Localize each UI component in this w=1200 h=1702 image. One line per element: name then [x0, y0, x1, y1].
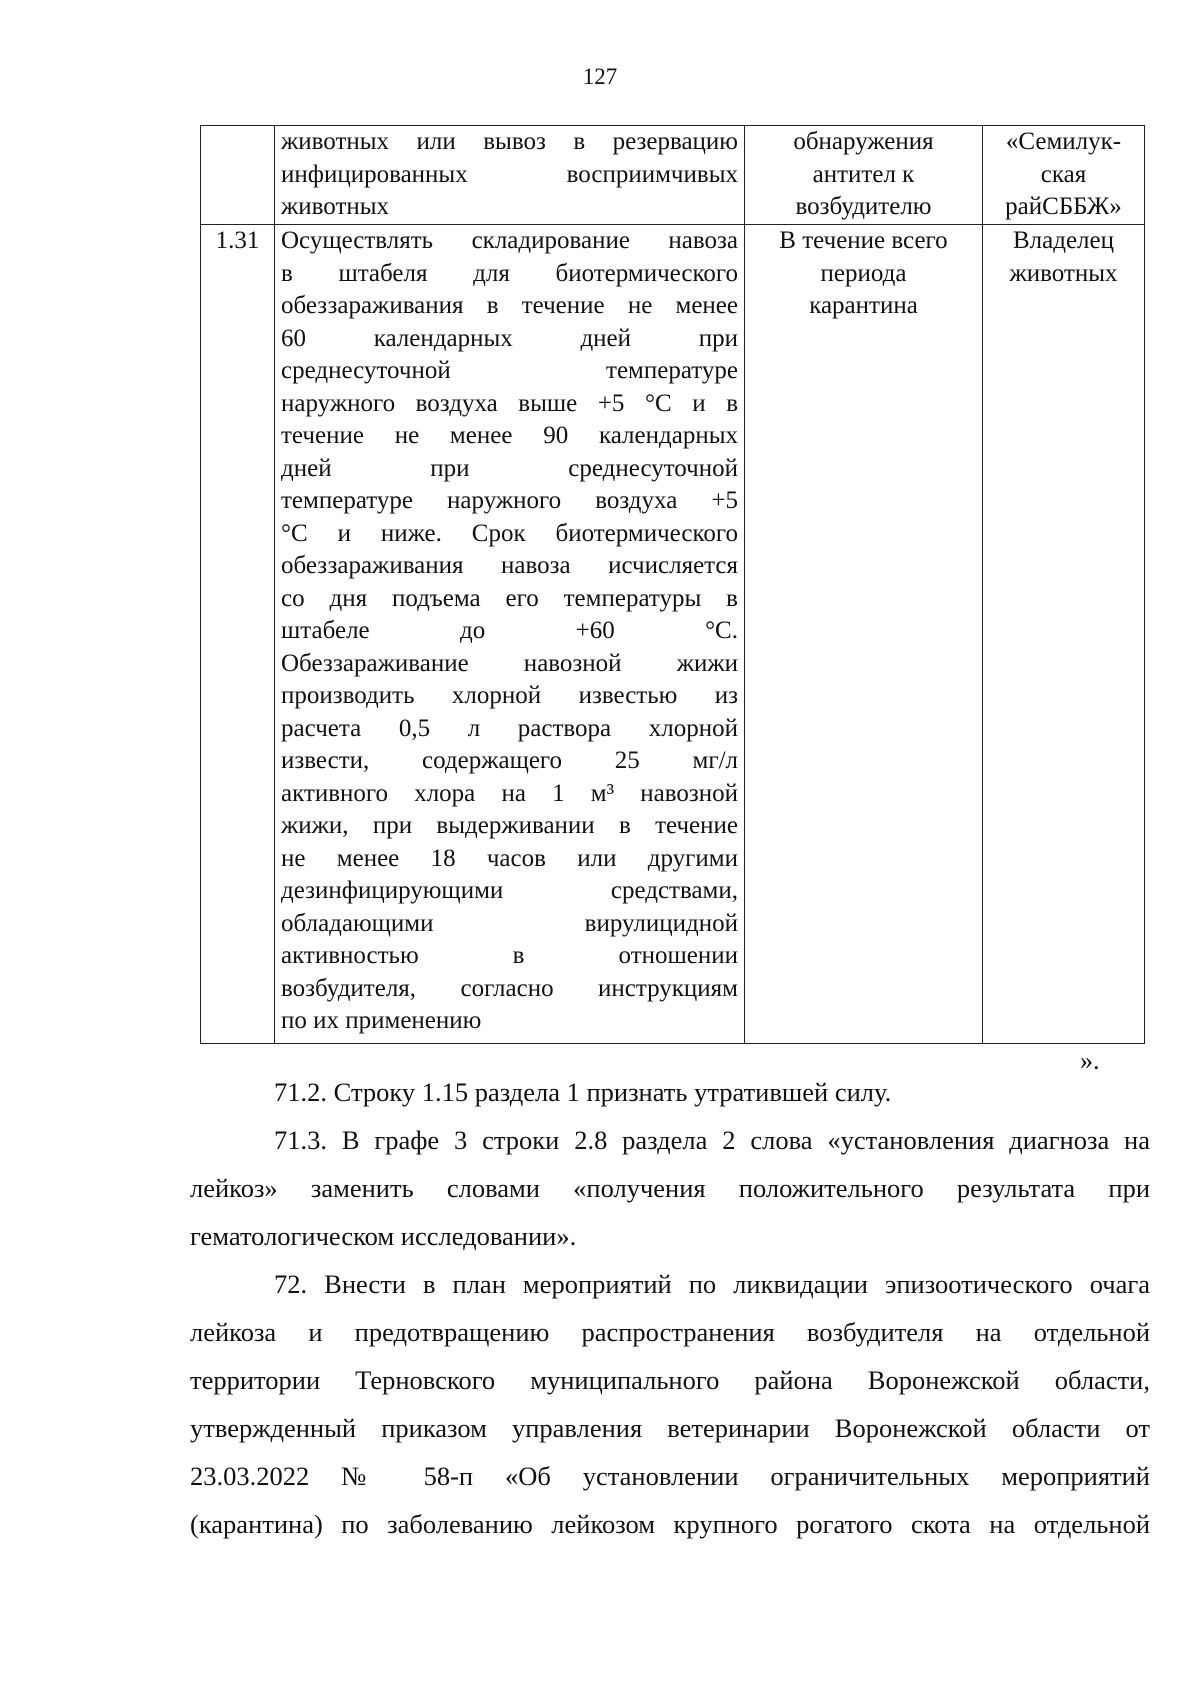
measure-line: Обеззараживание навозной жижи	[281, 649, 738, 677]
responsible-line: Владелец	[1012, 227, 1114, 254]
paragraph-line: лейкоза и предотвращению распространения возбудителя на отдельной	[190, 1317, 1150, 1347]
table-row-continuation	[201, 126, 1145, 225]
measure-line: дезинфицирующими средствами,	[281, 877, 738, 904]
paragraph-line: утвержденный приказом управления ветеринарии Воронежской области от	[190, 1413, 1150, 1443]
measure-line: дней при среднесуточной	[281, 454, 738, 482]
term-cell	[745, 225, 983, 1044]
measure-line: 60 календарных дней при	[281, 324, 738, 352]
measure-line: по их применению	[281, 1007, 482, 1034]
measure-line: со дня подъема его температуры в	[281, 584, 738, 612]
row-number-cell: 1.31	[201, 225, 275, 1044]
paragraph-72	[190, 1260, 1150, 1548]
responsible-line: животных	[1009, 259, 1118, 287]
paragraph-line: 23.03.2022 № 58-п «Об установлении ограничительных мероприятий	[190, 1461, 1150, 1491]
measure-line: животных или вывоз в резервацию	[281, 128, 738, 155]
measure-line: в штабеля для биотермического	[281, 259, 738, 287]
term-line: периода	[820, 259, 907, 287]
term-cell	[745, 126, 983, 225]
paragraph-line: 72. Внести в план мероприятий по ликвидации эпизоотического очага	[274, 1269, 1150, 1299]
measure-line: активностью в отношении	[281, 942, 738, 969]
responsible-cell	[983, 225, 1145, 1044]
table-row-1-31	[201, 225, 1145, 1044]
measure-line: обладающими вирулицидной	[281, 909, 738, 937]
term-line: В течение всего	[779, 227, 948, 254]
measure-line: жижи, при выдерживании в течение	[281, 812, 738, 839]
measure-line: животных	[281, 193, 390, 220]
measure-line: температуре наружного воздуха +5	[281, 487, 738, 514]
paragraph-line: 71.2. Строку 1.15 раздела 1 признать утратившей силу.	[274, 1077, 892, 1107]
measure-cell	[275, 126, 745, 225]
row-number-cell	[201, 126, 275, 225]
paragraph-line: (карантина) по заболеванию лейкозом крупного рогатого скота на отдельной	[190, 1509, 1150, 1539]
page-number: 127	[582, 64, 618, 89]
measure-cell	[275, 225, 745, 1044]
measure-line: извести, содержащего 25 мг/л	[281, 747, 738, 774]
term-line: обнаружения	[793, 128, 934, 155]
paragraph-line: гематологическом исследовании».	[190, 1221, 577, 1251]
measure-line: не менее 18 часов или другими	[281, 844, 738, 872]
measure-line: течение не менее 90 календарных	[281, 422, 738, 449]
measure-line: штабеле до +60 °С.	[281, 617, 738, 644]
responsible-line: «Семилук-	[1005, 128, 1122, 155]
closing-quote: ».	[1080, 1046, 1100, 1075]
measure-line: наружного воздуха выше +5 °С и в	[281, 389, 738, 417]
paragraph-line: территории Терновского муниципального района Воронежской области,	[190, 1365, 1150, 1395]
term-line: карантина	[809, 292, 918, 319]
measure-line: обеззараживания в течение не менее	[281, 292, 738, 319]
paragraph-line: лейкоз» заменить словами «получения положительного результата при	[190, 1173, 1150, 1203]
measure-line: возбудителя, согласно инструкциям	[281, 974, 738, 1002]
responsible-line: ская	[1040, 160, 1087, 188]
responsible-line: райСББЖ»	[1005, 193, 1122, 220]
paragraph-line: 71.3. В графе 3 строки 2.8 раздела 2 слова «установления диагноза на	[274, 1125, 1150, 1155]
paragraph-71-3	[190, 1116, 1150, 1260]
measures-table	[200, 125, 1145, 1044]
measure-line: активного хлора на 1 м³ навозной	[281, 779, 738, 807]
measure-line: производить хлорной известью из	[281, 682, 738, 709]
measure-line: среднесуточной температуре	[281, 357, 738, 384]
measure-line: Осуществлять складирование навоза	[281, 227, 738, 254]
term-line: возбудителю	[795, 193, 932, 220]
paragraph-71-2	[190, 1068, 1150, 1116]
measure-line: расчета 0,5 л раствора хлорной	[281, 714, 738, 742]
responsible-cell	[983, 126, 1145, 225]
measure-line: °С и ниже. Срок биотермического	[281, 519, 738, 547]
measure-line: обеззараживания навоза исчисляется	[281, 552, 738, 579]
measure-line: инфицированных восприимчивых	[281, 160, 738, 188]
term-line: антител к	[812, 160, 915, 188]
